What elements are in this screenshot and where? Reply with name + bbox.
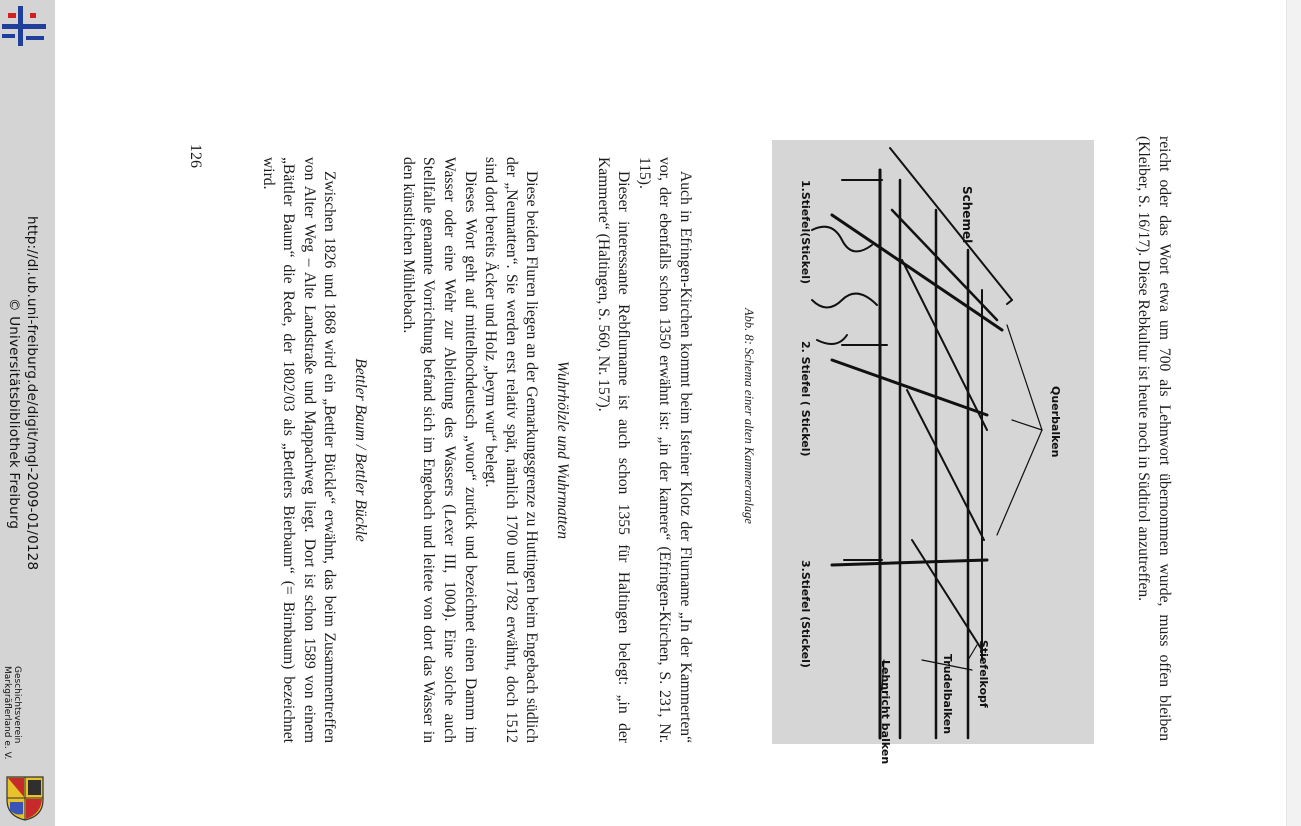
coat-of-arms-icon [3,774,47,822]
schemel-line [890,148,1012,300]
paragraph-haltingen: Dieser interessante Rebflurname ist auch schon 1355 für Haltingen belegt: „in der Kammerte“ (Haltingen, S. 560, Nr. 157). [594,157,633,743]
label-lehnrichtbalken: Lehnricht balken [879,660,892,765]
page-number: 126 [187,144,204,168]
label-querbalken: Querbalken [1049,386,1062,458]
section-bettler [257,157,370,743]
scroll-edge[interactable] [1286,0,1301,826]
figure-kammeranlage [772,140,1094,765]
heading-bettler: Bettler Baum / Bettler Bückle [352,358,369,542]
label-trudelbalken: Trudelbalken [941,654,954,735]
society-name-line2: Markgräflerland e. V. [2,666,12,760]
label-stiefel-2: 2. Stiefel ( Stickel) [799,341,812,457]
paragraph-bettler: Zwischen 1826 und 1868 wird ein „Bettler Bückle“ erwähnt, das beim Zusammentreffen von Alter Weg – Alte Landstraße und Mappachweg liegt. Dort ist schon 1589 von einem „Bättler Baum“ die Rede, der 1802/03 als „Bettlers Bierbaum“ (= Birnbaum) bezeichnet wird. [259,157,339,743]
copyright-notice: © Universitätsbibliothek Freiburg [6,298,22,530]
label-stiefel-1: 1.Stiefel(Stickel) [799,180,812,285]
document-url[interactable]: http://dl.ub.uni-freiburg.de/digit/mgl-2009-01/0128 [24,216,40,571]
society-name-line1: Geschichtsverein [12,666,22,744]
viewer-sidebar [0,0,55,826]
label-schemel: Schemel [960,186,974,244]
figure-caption: Abb. 8: Schema einer alten Kammeranlage [742,308,756,524]
paragraph-wuhr-wort: Dieses Wort geht auf mittelhochdeutsch „wuor“ zurück und bezeichnet einen Damm im Wasser oder eine Wehr zur Ableitung des Wassers (Lexer III, 1004). Eine solche auch Stellfalle genannte Vorrichtung befand sich im Engebach und leitete von dort das Wasser in den künstlichen Mühlebach. [399,157,479,743]
label-stiefelkopf: Stiefelkopf [977,640,990,708]
paragraph-wuhr-fluren: Diese beiden Fluren liegen an der Gemarkungsgrenze zu Huttingen beim Engebach südlich der „Neumatten“. Sie werden erst relativ spät, nämlich 1700 und 1782 erwähnt, doch 1512 sind dort bereits Äcker und Holz „beym wur“ belegt. [482,157,541,743]
label-stiefel-3: 3.Stiefel (Stickel) [799,560,812,668]
intro-paragraph: reicht oder das Wort etwa um 700 als Lehnwort übernommen wurde, muss offen bleiben (Kleiber, S. 16/17). Diese Rebkultur ist heute noch in Südtirol anzutreffen. [1135,136,1173,741]
section-wuhrhoelzle [397,157,572,743]
heading-wuhrhoelzle: Wuhrhölzle und Wuhrmatten [554,360,571,540]
paragraph-efringen: Auch in Efringen-Kirchen kommt beim Isteiner Klotz der Flurname „In der Kammerten“ vor, der ebenfalls schon 1350 erwähnt ist: „in der kamere“ (Efringen-Kirchen, S. 231, Nr. 115). [635,157,694,743]
kammeranlage-drawing [772,140,1094,744]
document-page [56,0,1286,826]
section-kammerten [592,157,695,743]
ub-freiburg-logo-icon [2,4,46,50]
